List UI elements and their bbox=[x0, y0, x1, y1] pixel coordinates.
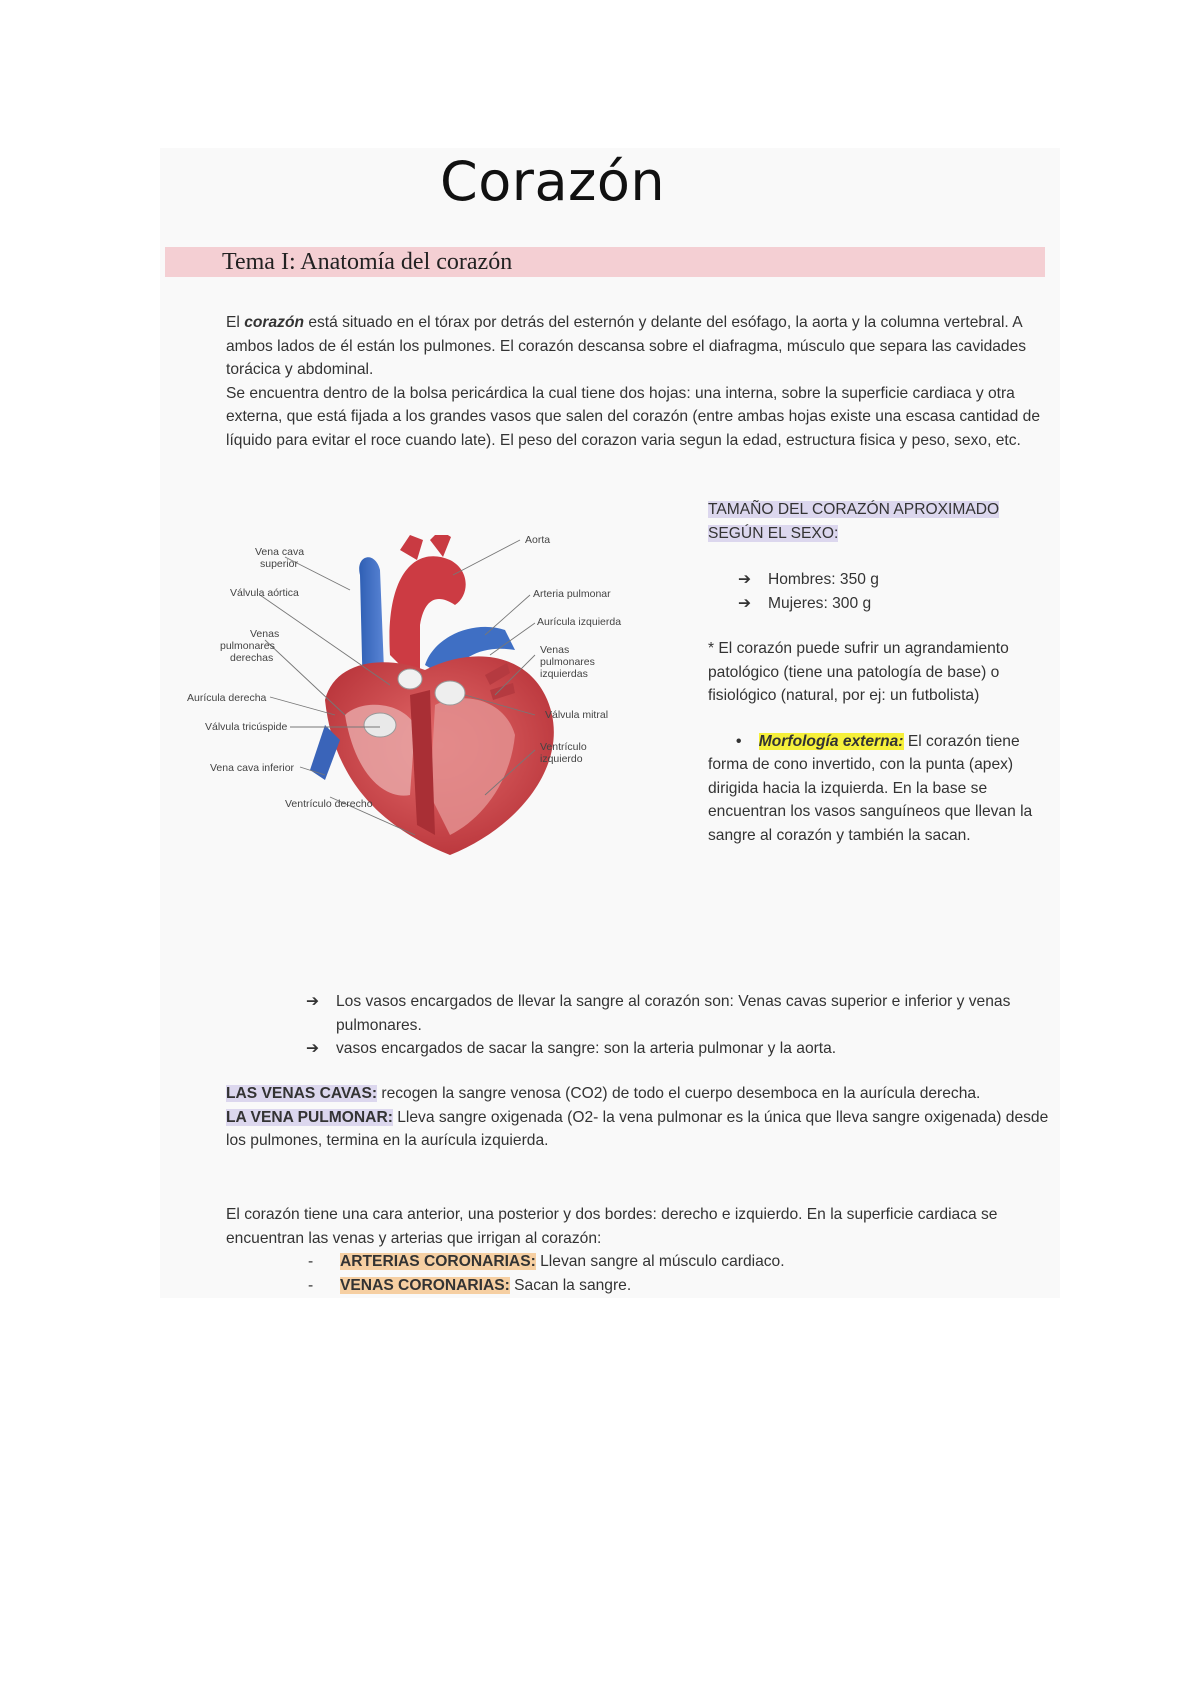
venas-cavas-label: LAS VENAS CAVAS: bbox=[226, 1085, 378, 1102]
surface-section bbox=[226, 1203, 1061, 1297]
intro-p1-bold: corazón bbox=[244, 314, 304, 331]
label-aorta: Aorta bbox=[525, 535, 551, 546]
label-vena-cava-superior-2: superior bbox=[260, 558, 298, 570]
label-venas-pulm-izq-3: izquierdas bbox=[540, 668, 588, 680]
coronary-veins-text: Sacan la sangre. bbox=[509, 1276, 632, 1294]
vena-pulmonar-paragraph bbox=[226, 1106, 1061, 1153]
label-valvula-aortica: Válvula aórtica bbox=[230, 587, 299, 599]
coronary-veins-item bbox=[308, 1274, 1061, 1298]
surface-paragraph: El corazón tiene una cara anterior, una posterior y dos bordes: derecho e izquierdo. En la superficie cardiaca se encuentran las venas y arterias que irrigan al corazón: bbox=[226, 1206, 998, 1247]
size-item-men bbox=[738, 568, 1053, 592]
label-auricula-izquierda: Aurícula izquierda bbox=[537, 616, 622, 628]
label-valvula-tricuspide: Válvula tricúspide bbox=[205, 721, 288, 733]
morphology-text: El corazón tiene forma de cono invertido, con la punta (apex) dirigida hacia la izquierda. En la base se encuentran los vasos sanguíneos que llevan la sangre al corazón y también la sacan. bbox=[708, 732, 1033, 844]
page-title: Corazón bbox=[440, 150, 666, 213]
intro-p1-start: El bbox=[226, 314, 245, 331]
label-venas-pulm-der-1: Venas bbox=[250, 628, 280, 640]
veins-section bbox=[226, 1082, 1061, 1153]
label-valvula-mitral: Válvula mitral bbox=[545, 709, 609, 721]
size-item-women bbox=[738, 592, 1053, 616]
intro-paragraph-1 bbox=[226, 311, 1061, 382]
coronary-arteries-text: Llevan sangre al músculo cardiaco. bbox=[535, 1253, 785, 1270]
dash-marker: - bbox=[308, 1276, 314, 1294]
venas-cavas-paragraph bbox=[226, 1082, 1061, 1106]
arrow-icon: ➔ bbox=[306, 992, 320, 1010]
size-list bbox=[708, 568, 1053, 615]
coronary-list bbox=[226, 1250, 1061, 1297]
intro-paragraph-2: Se encuentra dentro de la bolsa pericárdica la cual tiene dos hojas: una interna, sobre la superficie cardiaca y otra externa, que está fijada a los grandes vasos que salen del corazón (entre ambas hojas existe una escasa cantidad de líquido para evitar el roce cuando late). El peso del corazon varia segun la edad, estructura fisica y peso, sexo, etc. bbox=[226, 384, 1040, 449]
vessels-section bbox=[306, 990, 1066, 1061]
dash-marker: - bbox=[308, 1253, 314, 1270]
label-ventriculo-izq-1: Ventrículo bbox=[540, 741, 587, 753]
size-item-men-text: Hombres: 350 g bbox=[768, 571, 879, 588]
vessels-item-out-text: vasos encargados de sacar la sangre: son la arteria pulmonar y la aorta. bbox=[336, 1040, 837, 1057]
coronary-arteries-item bbox=[308, 1250, 1061, 1274]
arrow-icon: ➔ bbox=[738, 570, 752, 588]
morphology-label: Morfología externa: bbox=[758, 732, 904, 750]
size-heading-line-1: TAMAÑO DEL CORAZÓN APROXIMADO bbox=[708, 501, 1000, 518]
bullet-icon: • bbox=[736, 732, 759, 750]
label-venas-pulm-der-3: derechas bbox=[230, 652, 274, 664]
label-venas-pulm-izq-1: Venas bbox=[540, 644, 570, 656]
vessels-item-out bbox=[306, 1037, 1066, 1061]
label-arteria-pulmonar: Arteria pulmonar bbox=[533, 588, 611, 600]
coronary-arteries-label: ARTERIAS CORONARIAS: bbox=[340, 1253, 536, 1270]
label-ventriculo-derecho: Ventrículo derecho bbox=[285, 798, 373, 810]
enlargement-note: * El corazón puede sufrir un agrandamiento patológico (tiene una patología de base) o fisiológico (natural, por ej: un futbolista) bbox=[708, 640, 1009, 704]
heart-size-section bbox=[708, 498, 1053, 847]
topic-title: Tema I: Anatomía del corazón bbox=[222, 249, 513, 275]
label-vena-cava-inferior: Vena cava inferior bbox=[210, 762, 295, 774]
vessels-item-in bbox=[306, 990, 1066, 1037]
heart-illustration bbox=[185, 535, 685, 880]
heart-anatomy-figure bbox=[185, 535, 685, 880]
vena-pulmonar-text: Lleva sangre oxigenada (O2- la vena pulmonar es la única que lleva sangre oxigenada) desde los pulmones, termina en la aurícula izquierda. bbox=[226, 1108, 1049, 1149]
label-venas-pulm-izq-2: pulmonares bbox=[540, 656, 595, 668]
label-venas-pulm-der-2: pulmonares bbox=[220, 640, 275, 652]
label-auricula-derecha: Aurícula derecha bbox=[187, 692, 267, 704]
intro-p1-rest: está situado en el tórax por detrás del esternón y delante del esófago, la aorta y la columna vertebral. A ambos lados de él están los pulmones. El corazón descansa sobre el diafragma, músculo que separa las cavidades torácica y abdominal. bbox=[226, 314, 1027, 378]
size-heading bbox=[708, 498, 1053, 545]
vena-pulmonar-label: LA VENA PULMONAR: bbox=[226, 1108, 393, 1126]
arrow-icon: ➔ bbox=[306, 1039, 320, 1057]
vessels-item-in-text: Los vasos encargados de llevar la sangre al corazón son: Venas cavas superior e inferior y venas pulmonares. bbox=[336, 993, 1011, 1034]
arrow-icon: ➔ bbox=[738, 593, 752, 612]
label-vena-cava-superior-1: Vena cava bbox=[255, 546, 305, 558]
coronary-veins-label: VENAS CORONARIAS: bbox=[340, 1276, 510, 1294]
size-heading-line-2: SEGÚN EL SEXO: bbox=[708, 524, 839, 542]
size-item-women-text: Mujeres: 300 g bbox=[768, 594, 872, 612]
label-ventriculo-izq-2: izquierdo bbox=[540, 753, 583, 765]
venas-cavas-text: recogen la sangre venosa (CO2) de todo el cuerpo desemboca en la aurícula derecha. bbox=[377, 1085, 981, 1102]
vessels-list bbox=[306, 990, 1066, 1061]
morphology-item bbox=[708, 730, 1053, 848]
intro-text bbox=[226, 311, 1061, 452]
